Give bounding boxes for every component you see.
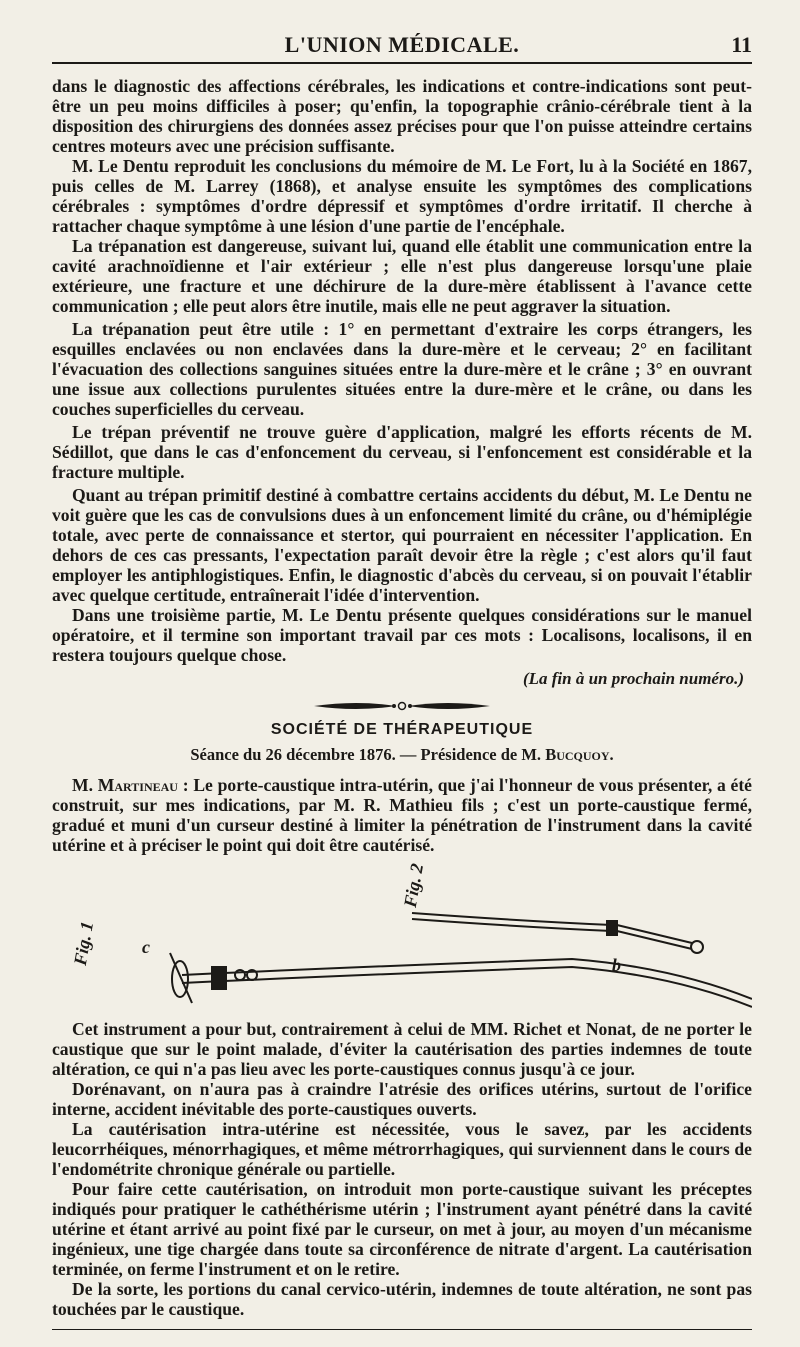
journal-page — [52, 22, 752, 1330]
continuation-note: (La fin à un prochain numéro.) — [522, 669, 744, 688]
paragraph: Cet instrument a pour but, contrairement à celui de MM. Richet et Nonat, de ne porter le caustique que sur le point malade, d'éviter la cautérisation des parties indemnes de toute altération, ce qui n'a pas lieu avec les porte-caustiques connus jusqu'à ce jour. — [52, 1019, 752, 1079]
page-number: 11 — [731, 32, 752, 57]
paragraph: La trépanation peut être utile : 1° en permettant d'extraire les corps étrangers, les esquilles enclavées ou non enclavées dans la dure-mère et le cerveau; 2° en facilitant l'évacuation des collections sanguines situées entre la dure-mère et le crâne ; 3° en ouvrant une issue aux collections purulentes situées entre la dure-mère et le crâne, ou dans les couches superficielles du cerveau. — [52, 319, 752, 419]
footer-rule — [52, 1329, 752, 1330]
instrument-figure — [52, 863, 752, 1013]
ornamental-divider — [52, 699, 752, 717]
speaker-text: : Le porte-caustique intra-utérin, que j'ai l'honneur de vous présenter, a été construit, sur mes indications, par M. R. Mathieu fils ; c'est un porte-caustique fermé, gradué et muni d'un curseur destiné à limiter la pénétration de l'instrument dans la cavité utérine et à préciser le point qui doit être cautérisé. — [52, 775, 752, 855]
paragraph — [52, 775, 752, 855]
figure-letter-b: b — [612, 955, 621, 975]
figure-label-2: Fig. 2 — [399, 862, 428, 909]
paragraph: Quant au trépan primitif destiné à combattre certains accidents du début, M. Le Dentu ne voit guère que les cas de convulsions dues à un enfoncement limité du crâne, ou d'hémiplégie totale, avec perte de connaissance et stertor, qui pourraient en nécessiter l'application. En dehors de ces cas pressants, l'expectation paraît devoir être la règle ; c'est alors qu'il faut employer les antiphlogistiques. Enfin, le diagnostic d'abcès du cerveau, si on pouvait l'établir avec quelque certitude, entraînerait l'idée d'intervention. — [52, 485, 752, 605]
journal-title: L'UNION MÉDICALE. — [284, 32, 520, 57]
paragraph: Pour faire cette cautérisation, on introduit mon porte-caustique suivant les préceptes indiqués pour pratiquer le cathéthérisme utérin ; l'instrument ayant pénétré dans la cavité utérine et étant arrivé au point fixé par le curseur, on met à jour, au moyen d'un mécanisme ingénieux, une tige chargée dans toute sa circonférence de nitrate d'argent. La cautérisation terminée, on ferme l'instrument et on le retire. — [52, 1179, 752, 1279]
figure-letter-c: c — [142, 937, 150, 957]
speaker-name: M. Martineau — [72, 775, 178, 795]
paragraph: De la sorte, les portions du canal cervico-utérin, indemnes de toute altération, ne sont pas touchées par le caustique. — [52, 1279, 752, 1319]
divider-ornament-icon — [312, 700, 492, 712]
paragraph: Le trépan préventif ne trouve guère d'application, malgré les efforts récents de M. Sédillot, que dans le cas d'enfoncement du cerveau, si l'enfoncement est considérable et la fracture multiple. — [52, 422, 752, 482]
porte-caustique-illustration — [52, 863, 752, 1013]
paragraph: M. Le Dentu reproduit les conclusions du mémoire de M. Le Fort, lu à la Société en 1867, puis celles de M. Larrey (1868), et analyse ensuite les symptômes des complications cérébrales : symptômes d'ordre dépressif et symptômes d'ordre irritatif. Il cherche à rattacher chaque symptôme à une lésion d'une partie de l'encéphale. — [52, 156, 752, 236]
session-prefix: Séance du 26 décembre 1876. — Présidence de M. — [190, 745, 542, 764]
instrument-fig2 — [412, 913, 703, 953]
instrument-fig1 — [170, 953, 752, 1007]
article-body — [52, 76, 752, 1330]
running-header — [52, 22, 752, 64]
figure-label-1: Fig. 1 — [69, 920, 98, 967]
section-title: SOCIÉTÉ DE THÉRAPEUTIQUE — [270, 721, 534, 738]
paragraph: dans le diagnostic des affections cérébrales, les indications et contre-indications sont peut-être un peu moins difficiles à poser; qu'enfin, la topographie crânio-cérébrale tient à la disposition des chirurgiens des données assez précises pour que l'on puisse atteindre certains centres moteurs avec une précision suffisante. — [52, 76, 752, 156]
paragraph: Dorénavant, on n'aura pas à craindre l'atrésie des orifices utérins, surtout de l'orifice interne, accident inévitable des porte-caustiques ouverts. — [52, 1079, 752, 1119]
paragraph: La trépanation est dangereuse, suivant lui, quand elle établit une communication entre la cavité arachnoïdienne et l'air extérieur ; elle n'est plus dangereuse lorsqu'une plaie extérieure, une fracture et une déchirure de la dure-mère établissent à l'avance cette communication ; elle peut alors être inutile, mais elle ne peut aggraver la situation. — [52, 236, 752, 316]
session-line — [52, 745, 752, 765]
paragraph: Dans une troisième partie, M. Le Dentu présente quelques considérations sur le manuel opératoire, et il termine son important travail par ces mots : Localisons, localisons, il en restera toujours quelque chose. — [52, 605, 752, 665]
president-name: Bucquoy. — [545, 745, 614, 764]
paragraph: La cautérisation intra-utérine est nécessitée, vous le savez, par les accidents leucorrhéiques, ménorrhagiques, et même métrorrhagiques, qui surviennent dans le cours de l'endométrite chronique générale ou partielle. — [52, 1119, 752, 1179]
